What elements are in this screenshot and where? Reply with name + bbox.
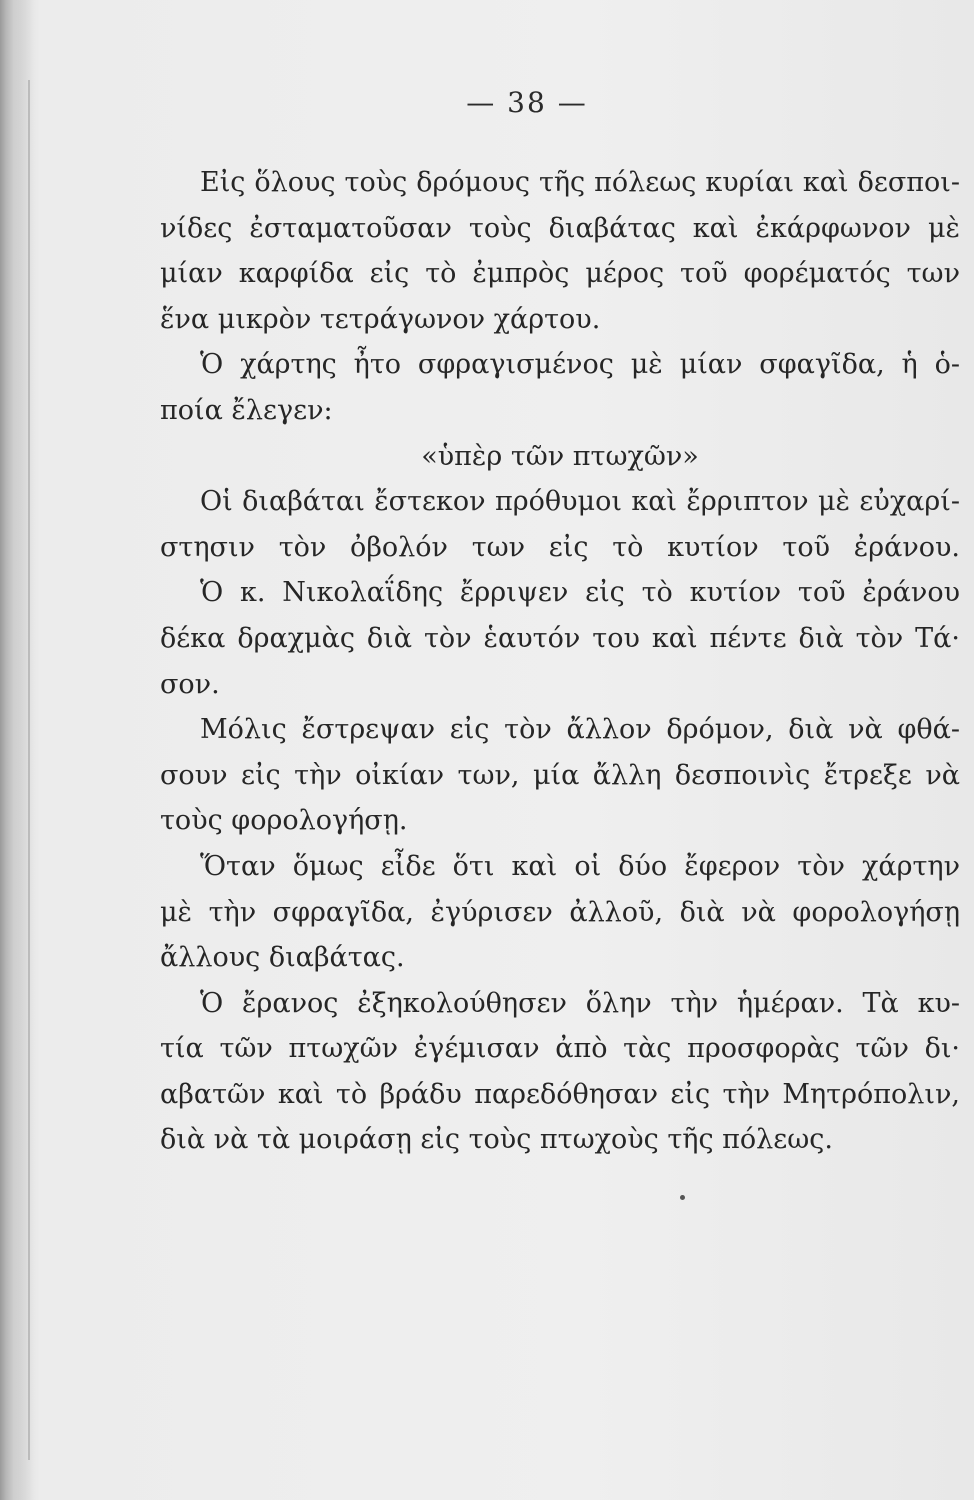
text-line: αβατῶν καὶ τὸ βράδυ παρεδόθησαν εἰς τὴν Μητρόπολιν, (160, 1078, 960, 1110)
text-line: Ὅταν ὅμως εἶδε ὅτι καὶ οἱ δύο ἔφερον τὸν χάρτην (200, 850, 960, 882)
text-line: Ὁ ἔρανος ἐξηκολούθησεν ὅλην τὴν ἡμέραν. Τὰ κυ- (200, 987, 960, 1019)
text-line: διὰ νὰ τὰ μοιράσῃ εἰς τοὺς πτωχοὺς τῆς πόλεως. (160, 1124, 833, 1156)
text-line: στησιν τὸν ὀβολόν των εἰς τὸ κυτίον τοῦ ἐράνου. (160, 531, 960, 563)
page-number: — 38 — (466, 86, 588, 119)
page-fold-line (28, 80, 30, 1460)
text-line: μὲ τὴν σφραγῖδα, ἐγύρισεν ἀλλοῦ, διὰ νὰ φορολογήσῃ (160, 896, 960, 928)
text-line: νίδες ἐσταματοῦσαν τοὺς διαβάτας καὶ ἐκάρφωνον μὲ (160, 212, 960, 244)
text-line: Ὁ χάρτης ἦτο σφραγισμένος μὲ μίαν σφαγῖδα, ἡ ὁ- (200, 349, 960, 381)
paper-speck (680, 1195, 685, 1200)
text-line: ἕνα μικρὸν τετράγωνον χάρτου. (160, 303, 601, 335)
text-line: σον. (160, 668, 220, 700)
text-line: Εἰς ὅλους τοὺς δρόμους τῆς πόλεως κυρίαι καὶ δεσποι- (200, 167, 960, 198)
text-line: ἄλλους διαβάτας. (160, 942, 405, 974)
text-line: ποία ἔλεγεν: (160, 394, 333, 426)
text-line: Μόλις ἔστρεψαν εἰς τὸν ἄλλον δρόμον, διὰ νὰ φθά- (200, 714, 960, 746)
text-line: σουν εἰς τὴν οἰκίαν των, μία ἄλλη δεσποινὶς ἔτρεξε νὰ (160, 759, 960, 791)
text-line: τοὺς φορολογήσῃ. (160, 805, 408, 837)
text-line: μίαν καρφίδα εἰς τὸ ἐμπρὸς μέρος τοῦ φορέματός των (160, 258, 960, 290)
text-line: Οἱ διαβάται ἔστεκον πρόθυμοι καὶ ἔρριπτον μὲ εὐχαρί- (200, 486, 960, 518)
quoted-motto: «ὑπὲρ τῶν πτωχῶν» (421, 440, 699, 472)
text-line: τία τῶν πτωχῶν ἐγέμισαν ἀπὸ τὰς προσφορὰς τῶν δι· (160, 1033, 960, 1065)
text-line: δέκα δραχμὰς διὰ τὸν ἑαυτόν του καὶ πέντε διὰ τὸν Τά· (160, 622, 960, 654)
text-line: Ὁ κ. Νικολαΐδης ἔρριψεν εἰς τὸ κυτίον τοῦ ἐράνου (200, 577, 960, 609)
body-text (160, 160, 960, 1163)
